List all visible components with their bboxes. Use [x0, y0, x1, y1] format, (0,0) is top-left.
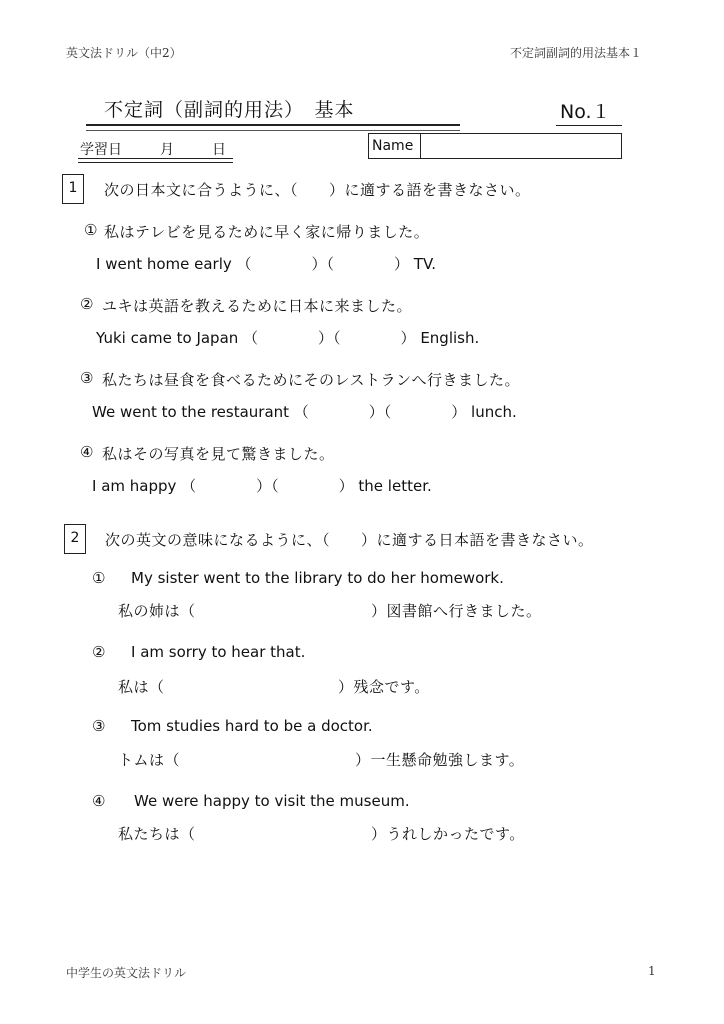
page-title: 不定詞（副詞的用法） 基本 [104, 99, 355, 121]
s1-item3-english: We went to the restaurant （ ）（ ） lunch. [92, 403, 517, 421]
section-1-number: 1 [62, 174, 84, 204]
s1-item2-marker: ② [80, 295, 94, 313]
s2-item1-japanese-prefix: 私の姉は（ [118, 602, 196, 620]
sheet-number: No.１ [560, 101, 611, 123]
title-underline [86, 124, 460, 131]
s2-item4-marker: ④ [92, 792, 106, 810]
study-date-day: 日 [212, 142, 226, 158]
name-label: Name [369, 134, 421, 158]
s2-item3-marker: ③ [92, 717, 106, 735]
s1-item4-marker: ④ [80, 443, 94, 461]
name-box [368, 133, 622, 159]
s1-item4-english: I am happy （ ）（ ） the letter. [92, 477, 432, 495]
study-date-month: 月 [160, 142, 174, 158]
section-2-instruction: 次の英文の意味になるように、（ ）に適する日本語を書きなさい。 [105, 531, 594, 549]
s2-item2-japanese-prefix: 私は（ [118, 678, 165, 696]
s2-item1-english: My sister went to the library to do her homework. [131, 569, 504, 587]
section-1-instruction: 次の日本文に合うように、（ ）に適する語を書きなさい。 [104, 181, 531, 199]
s2-item4-japanese-suffix: ）うれしかったです。 [371, 825, 525, 843]
s2-item3-japanese-suffix: ）一生懸命勉強します。 [355, 751, 525, 769]
s2-item2-english: I am sorry to hear that. [131, 643, 306, 661]
s2-item4-japanese-prefix: 私たちは（ [118, 825, 196, 843]
study-date-underline [78, 158, 233, 163]
s1-item1-marker: ① [84, 221, 98, 239]
sheet-number-underline [556, 125, 622, 126]
footer-left: 中学生の英文法ドリル [66, 966, 187, 980]
s2-item2-japanese-suffix: ）残念です。 [338, 678, 430, 696]
s1-item2-english: Yuki came to Japan （ ）（ ） English. [96, 329, 480, 347]
s2-item3-japanese-prefix: トムは（ [118, 751, 181, 769]
s1-item4-japanese: 私はその写真を見て驚きました。 [102, 445, 335, 463]
header-right: 不定詞副詞的用法基本１ [510, 46, 643, 60]
s1-item3-japanese: 私たちは昼食を食べるためにそのレストランへ行きました。 [102, 371, 521, 389]
s1-item1-english: I went home early （ ）（ ） TV. [96, 255, 437, 273]
study-date-label: 学習日 [80, 142, 122, 158]
page-number: 1 [648, 964, 656, 978]
s1-item2-japanese: ユキは英語を教えるために日本に来ました。 [102, 297, 413, 315]
s1-item1-japanese: 私はテレビを見るために早く家に帰りました。 [104, 223, 430, 241]
s1-item3-marker: ③ [80, 369, 94, 387]
s2-item2-marker: ② [92, 643, 106, 661]
s2-item3-english: Tom studies hard to be a doctor. [131, 717, 373, 735]
header-left: 英文法ドリル（中2） [66, 46, 182, 60]
s2-item4-english: We were happy to visit the museum. [134, 792, 410, 810]
section-2-number: 2 [64, 524, 86, 554]
name-field[interactable] [421, 134, 621, 158]
s2-item1-marker: ① [92, 569, 106, 587]
s2-item1-japanese-suffix: ）図書館へ行きました。 [371, 602, 542, 620]
